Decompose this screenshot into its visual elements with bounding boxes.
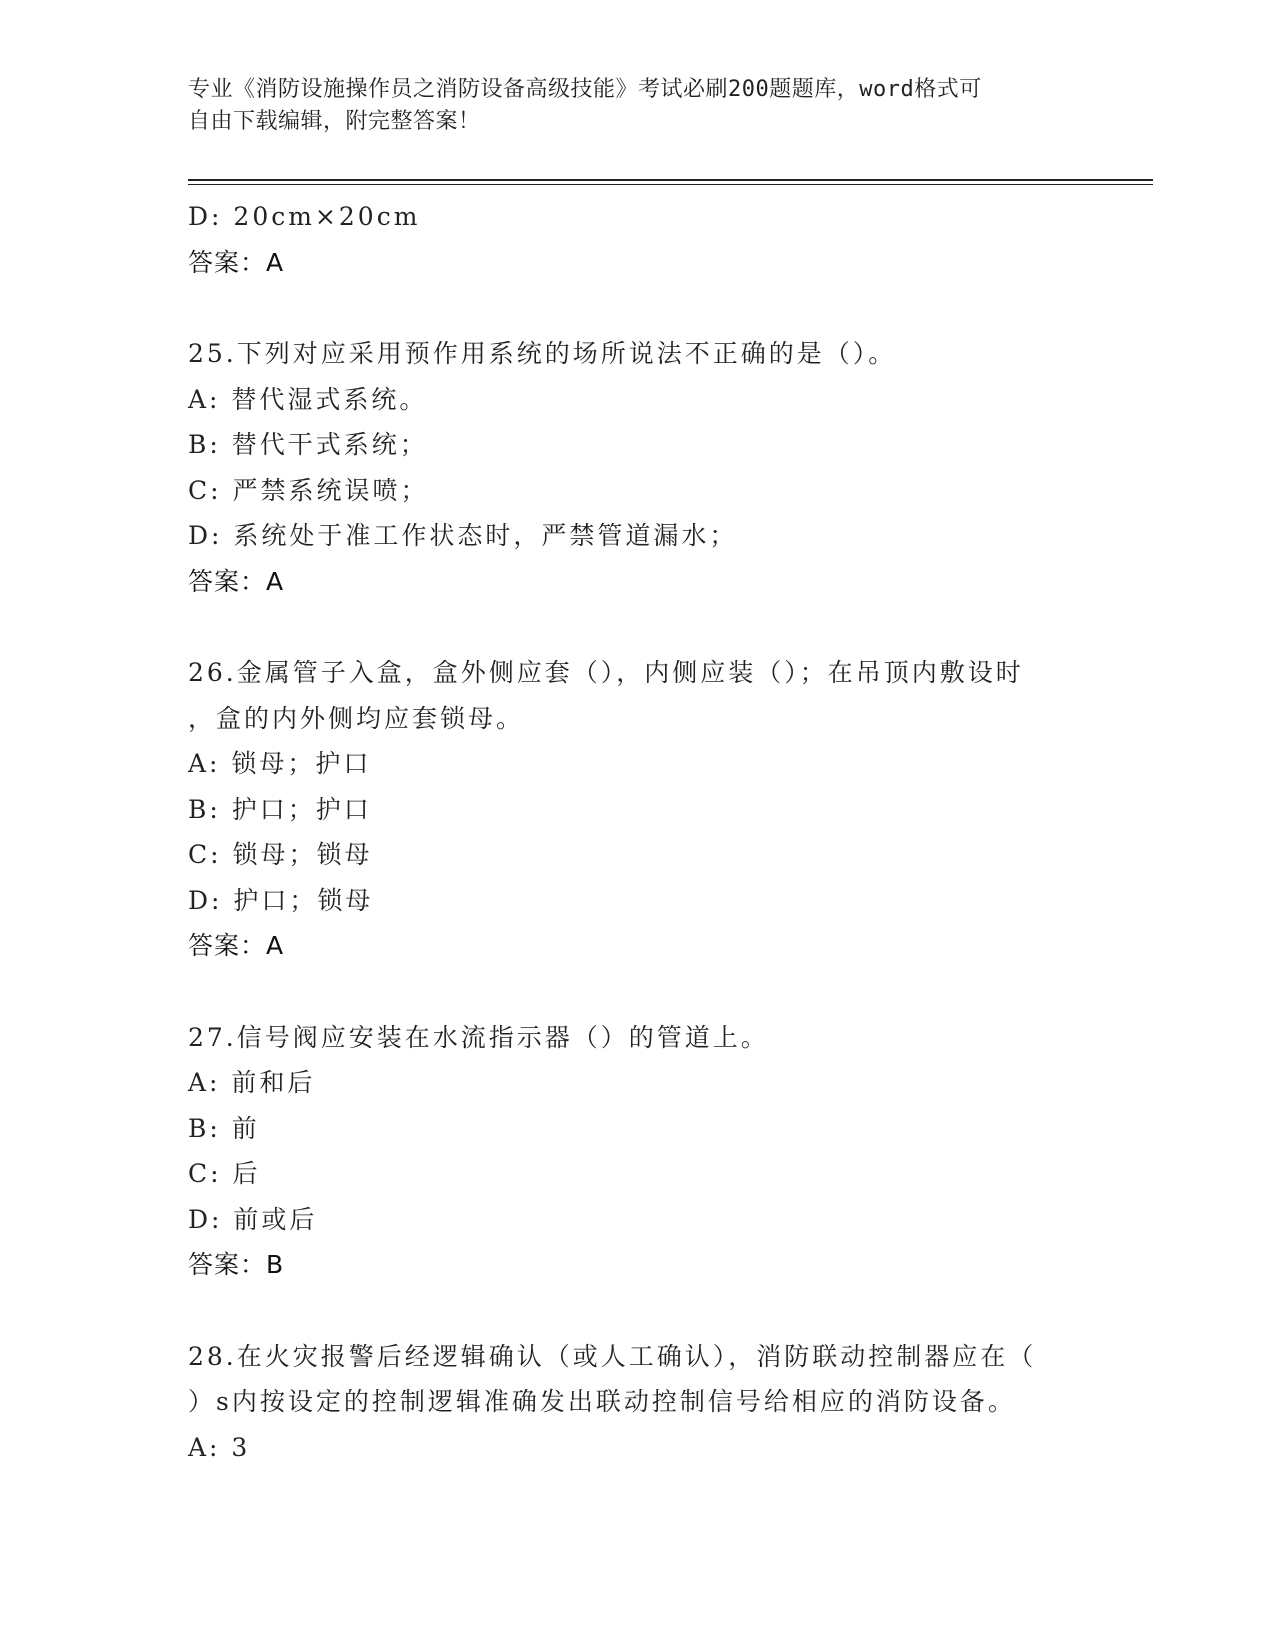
question-stem-continued: ）s内按设定的控制逻辑准确发出联动控制信号给相应的消防设备。	[188, 1387, 1016, 1416]
option-b: B: 替代干式系统；	[188, 430, 428, 459]
option-d: D: 20cm×20cm	[188, 202, 421, 231]
question-list	[188, 194, 1088, 1470]
question-stem: 26.金属管子入盒，盒外侧应套（），内侧应装（）；在吊顶内敷设时	[188, 658, 1024, 687]
option-a: A: 3	[188, 1432, 251, 1462]
document-header	[188, 74, 1068, 138]
option-b: B: 护口；护口	[188, 794, 372, 824]
question-stem: 28.在火灾报警后经逻辑确认（或人工确认），消防联动控制器应在（	[188, 1341, 1037, 1371]
option-b: B: 前	[188, 1113, 260, 1143]
question-25	[188, 331, 1088, 604]
answer-line: 答案：A	[188, 247, 285, 277]
option-d: D: 前或后	[188, 1204, 318, 1234]
previous-question-tail	[188, 194, 1088, 285]
question-26	[188, 650, 1088, 969]
question-stem-continued: ，盒的内外侧均应套锁母。	[188, 703, 525, 733]
option-c: C: 锁母；锁母	[188, 840, 373, 869]
option-a: A: 替代湿式系统。	[188, 384, 428, 414]
question-28	[188, 1334, 1088, 1471]
answer-line: 答案：A	[188, 566, 285, 596]
option-c: C: 后	[188, 1159, 261, 1188]
question-stem: 25.下列对应采用预作用系统的场所说法不正确的是（）。	[188, 339, 897, 368]
header-line-2: 自由下载编辑，附完整答案！	[188, 109, 481, 134]
option-a: A: 前和后	[188, 1068, 316, 1097]
header-divider-thin	[188, 184, 1153, 185]
header-line-1: 专业《消防设施操作员之消防设备高级技能》考试必刷200题题库，word格式可	[188, 77, 982, 102]
header-divider-thick	[188, 179, 1153, 181]
option-a: A: 锁母；护口	[188, 749, 372, 778]
answer-line: 答案：A	[188, 931, 285, 960]
option-c: C: 严禁系统误喷；	[188, 475, 429, 505]
option-d: D: 护口；锁母	[188, 885, 374, 915]
question-27	[188, 1015, 1088, 1288]
option-d: D: 系统处于准工作状态时，严禁管道漏水；	[188, 521, 738, 550]
answer-line: 答案：B	[188, 1250, 285, 1279]
question-stem: 27.信号阀应安装在水流指示器（）的管道上。	[188, 1022, 769, 1052]
